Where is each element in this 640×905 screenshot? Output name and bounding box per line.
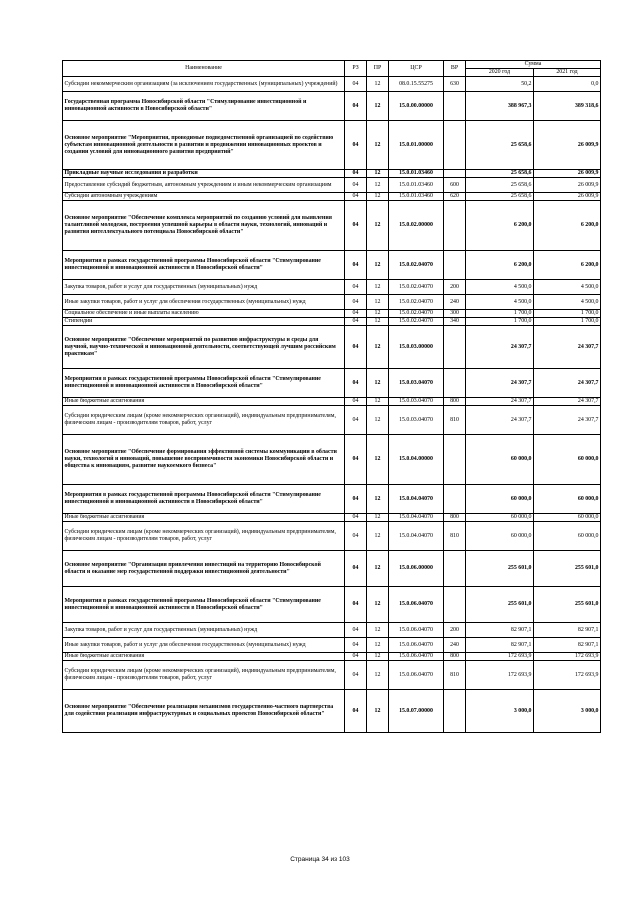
cell-csr: 15.0.06.04070 xyxy=(389,587,444,623)
cell-csr: 15.0.02.04070 xyxy=(389,251,444,280)
cell-rz: 04 xyxy=(345,398,367,406)
budget-table xyxy=(62,60,601,733)
cell-2020: 255 601,0 xyxy=(466,551,534,587)
cell-pr: 12 xyxy=(367,326,389,369)
table-row xyxy=(63,178,601,193)
cell-csr: 15.0.01.03460 xyxy=(389,193,444,201)
cell-name: Субсидии юридическим лицам (кроме некоммерческих организаций), индивидуальным предпринимателям, физическим лицам - производителям товаров, работ, услуг xyxy=(63,522,345,551)
cell-2021: 0,0 xyxy=(534,77,601,92)
cell-2021: 82 907,1 xyxy=(534,638,601,653)
cell-2021: 172 693,9 xyxy=(534,661,601,690)
cell-rz: 04 xyxy=(345,485,367,514)
cell-pr: 12 xyxy=(367,295,389,310)
cell-pr: 12 xyxy=(367,406,389,435)
table-row xyxy=(63,310,601,318)
cell-name: Мероприятия в рамках государственной программы Новосибирской области "Стимулирование инвестиционной и инновационной активности в Новосибирской области" xyxy=(63,485,345,514)
cell-name: Мероприятия в рамках государственной программы Новосибирской области "Стимулирование инвестиционной и инновационной активности в Новосибирской области" xyxy=(63,587,345,623)
cell-csr: 15.0.03.00000 xyxy=(389,326,444,369)
cell-rz: 04 xyxy=(345,178,367,193)
col-header-sum: Сумма xyxy=(466,61,601,69)
cell-name: Основное мероприятие "Обеспечение формирования эффективной системы коммуникации в области науки, технологий и инноваций, повышение восприимчивости экономики Новосибирской области и общества к инновациям, развитие наукоемкого бизнеса" xyxy=(63,435,345,485)
cell-pr: 12 xyxy=(367,251,389,280)
cell-name: Основное мероприятие "Мероприятия, проводимые подведомственной организацией по содействию субъектам инновационной деятельности в развитии и продвижении инновационных проектов и создании условий для инновационного развития предприятий" xyxy=(63,121,345,170)
table-row xyxy=(63,514,601,522)
cell-name: Основное мероприятие "Обеспечение комплекса мероприятий по созданию условий для выявления талантливой молодежи, построения успешной карьеры в области науки, технологий, инноваций и развития интеллектуального потенциала Новосибирской области" xyxy=(63,201,345,251)
cell-pr: 12 xyxy=(367,522,389,551)
cell-vr xyxy=(444,435,466,485)
cell-pr: 12 xyxy=(367,690,389,733)
cell-2020: 1 700,0 xyxy=(466,318,534,326)
cell-rz: 04 xyxy=(345,310,367,318)
cell-2021: 4 500,0 xyxy=(534,280,601,295)
cell-2020: 24 307,7 xyxy=(466,326,534,369)
cell-rz: 04 xyxy=(345,92,367,121)
cell-pr: 12 xyxy=(367,280,389,295)
table-row xyxy=(63,551,601,587)
table-header xyxy=(63,61,601,77)
cell-2021: 1 700,0 xyxy=(534,310,601,318)
cell-pr: 12 xyxy=(367,193,389,201)
cell-vr: 200 xyxy=(444,623,466,638)
cell-2020: 24 307,7 xyxy=(466,369,534,398)
cell-csr: 15.0.02.04070 xyxy=(389,280,444,295)
cell-rz: 04 xyxy=(345,170,367,178)
cell-vr xyxy=(444,551,466,587)
cell-name: Основное мероприятие "Обеспечение мероприятий по развитию инфраструктуры и среды для научной, научно-технической и инновационной деятельности, соответствующей лучшим российским практикам" xyxy=(63,326,345,369)
cell-rz: 04 xyxy=(345,121,367,170)
table-row xyxy=(63,690,601,733)
cell-rz: 04 xyxy=(345,653,367,661)
cell-2021: 60 000,0 xyxy=(534,485,601,514)
cell-vr xyxy=(444,690,466,733)
cell-2021: 26 009,9 xyxy=(534,193,601,201)
cell-vr: 800 xyxy=(444,653,466,661)
cell-csr: 15.0.03.04070 xyxy=(389,398,444,406)
cell-rz: 04 xyxy=(345,280,367,295)
cell-name: Субсидии юридическим лицам (кроме некоммерческих организаций), индивидуальным предпринимателям, физическим лицам - производителям товаров, работ, услуг xyxy=(63,406,345,435)
cell-vr: 300 xyxy=(444,310,466,318)
cell-2020: 24 307,7 xyxy=(466,398,534,406)
cell-2021: 82 907,1 xyxy=(534,623,601,638)
cell-2021: 26 009,9 xyxy=(534,170,601,178)
col-header-csr: ЦСР xyxy=(389,61,444,77)
cell-2021: 389 318,6 xyxy=(534,92,601,121)
cell-vr xyxy=(444,92,466,121)
cell-csr: 15.0.03.04070 xyxy=(389,369,444,398)
cell-2020: 1 700,0 xyxy=(466,310,534,318)
cell-csr: 15.0.01.00000 xyxy=(389,121,444,170)
cell-2020: 82 907,1 xyxy=(466,623,534,638)
cell-csr: 15.0.02.00000 xyxy=(389,201,444,251)
table-row xyxy=(63,369,601,398)
cell-vr: 810 xyxy=(444,661,466,690)
table-row xyxy=(63,435,601,485)
cell-vr: 600 xyxy=(444,178,466,193)
cell-csr: 08.0.15.55275 xyxy=(389,77,444,92)
cell-csr: 15.0.02.04070 xyxy=(389,310,444,318)
table-row xyxy=(63,653,601,661)
cell-vr xyxy=(444,201,466,251)
cell-2021: 4 500,0 xyxy=(534,295,601,310)
cell-2020: 388 967,3 xyxy=(466,92,534,121)
cell-2020: 82 907,1 xyxy=(466,638,534,653)
col-header-2020: 2020 год xyxy=(466,69,534,77)
cell-vr: 340 xyxy=(444,318,466,326)
cell-csr: 15.0.06.04070 xyxy=(389,623,444,638)
cell-rz: 04 xyxy=(345,435,367,485)
cell-pr: 12 xyxy=(367,121,389,170)
table-row xyxy=(63,295,601,310)
cell-csr: 15.0.07.00000 xyxy=(389,690,444,733)
cell-name: Иные закупки товаров, работ и услуг для обеспечения государственных (муниципальных) нужд xyxy=(63,295,345,310)
cell-pr: 12 xyxy=(367,398,389,406)
cell-name: Иные бюджетные ассигнования xyxy=(63,398,345,406)
table-row xyxy=(63,201,601,251)
cell-csr: 15.0.04.04070 xyxy=(389,485,444,514)
table-row xyxy=(63,398,601,406)
table-row xyxy=(63,485,601,514)
cell-pr: 12 xyxy=(367,77,389,92)
cell-2021: 24 307,7 xyxy=(534,326,601,369)
cell-pr: 12 xyxy=(367,587,389,623)
cell-vr: 200 xyxy=(444,280,466,295)
cell-2020: 60 000,0 xyxy=(466,522,534,551)
cell-rz: 04 xyxy=(345,193,367,201)
cell-pr: 12 xyxy=(367,92,389,121)
cell-pr: 12 xyxy=(367,435,389,485)
table-row xyxy=(63,170,601,178)
cell-2020: 25 658,6 xyxy=(466,178,534,193)
cell-vr: 810 xyxy=(444,522,466,551)
cell-name: Субсидии автономным учреждениям xyxy=(63,193,345,201)
table-row xyxy=(63,661,601,690)
cell-pr: 12 xyxy=(367,485,389,514)
cell-csr: 15.0.04.00000 xyxy=(389,435,444,485)
cell-2020: 25 658,6 xyxy=(466,170,534,178)
cell-rz: 04 xyxy=(345,587,367,623)
cell-pr: 12 xyxy=(367,514,389,522)
table-row xyxy=(63,638,601,653)
cell-pr: 12 xyxy=(367,653,389,661)
cell-csr: 15.0.06.04070 xyxy=(389,653,444,661)
cell-name: Прикладные научные исследования и разработки xyxy=(63,170,345,178)
cell-2021: 3 000,0 xyxy=(534,690,601,733)
table-row xyxy=(63,318,601,326)
cell-2021: 24 307,7 xyxy=(534,398,601,406)
cell-rz: 04 xyxy=(345,326,367,369)
cell-vr xyxy=(444,485,466,514)
cell-vr xyxy=(444,587,466,623)
cell-rz: 04 xyxy=(345,369,367,398)
cell-rz: 04 xyxy=(345,623,367,638)
table-row xyxy=(63,121,601,170)
cell-rz: 04 xyxy=(345,295,367,310)
cell-2020: 4 500,0 xyxy=(466,295,534,310)
cell-vr xyxy=(444,251,466,280)
cell-2020: 60 000,0 xyxy=(466,514,534,522)
cell-rz: 04 xyxy=(345,551,367,587)
cell-name: Основное мероприятие "Обеспечение реализации механизмов государственно-частного партнерства для содействия реализации инфраструктурных и социальных проектов Новосибирской области" xyxy=(63,690,345,733)
cell-name: Основное мероприятие "Организация привлечения инвестиций на территорию Новосибирской области и оказание мер государственной поддержки инвестиционной деятельности" xyxy=(63,551,345,587)
cell-csr: 15.0.01.03460 xyxy=(389,170,444,178)
cell-name: Государственная программа Новосибирской области "Стимулирование инвестиционной и инновационной активности в Новосибирской области" xyxy=(63,92,345,121)
cell-csr: 15.0.06.04070 xyxy=(389,638,444,653)
cell-2020: 6 200,0 xyxy=(466,251,534,280)
cell-2020: 24 307,7 xyxy=(466,406,534,435)
cell-2021: 60 000,0 xyxy=(534,514,601,522)
cell-2021: 24 307,7 xyxy=(534,406,601,435)
cell-pr: 12 xyxy=(367,369,389,398)
cell-name: Стипендии xyxy=(63,318,345,326)
cell-2020: 50,2 xyxy=(466,77,534,92)
cell-rz: 04 xyxy=(345,522,367,551)
col-header-vr: ВР xyxy=(444,61,466,77)
cell-vr xyxy=(444,369,466,398)
cell-name: Мероприятия в рамках государственной программы Новосибирской области "Стимулирование инвестиционной и инновационной активности в Новосибирской области" xyxy=(63,369,345,398)
cell-vr xyxy=(444,121,466,170)
cell-pr: 12 xyxy=(367,318,389,326)
cell-vr xyxy=(444,170,466,178)
cell-rz: 04 xyxy=(345,638,367,653)
cell-name: Иные закупки товаров, работ и услуг для обеспечения государственных (муниципальных) нужд xyxy=(63,638,345,653)
col-header-2021: 2021 год xyxy=(534,69,601,77)
cell-vr: 240 xyxy=(444,295,466,310)
cell-2020: 60 000,0 xyxy=(466,435,534,485)
cell-2020: 25 658,6 xyxy=(466,193,534,201)
cell-name: Мероприятия в рамках государственной программы Новосибирской области "Стимулирование инвестиционной и инновационной активности в Новосибирской области" xyxy=(63,251,345,280)
col-header-name: Наименование xyxy=(63,61,345,77)
cell-vr: 800 xyxy=(444,514,466,522)
table-row xyxy=(63,587,601,623)
cell-csr: 15.0.03.04070 xyxy=(389,406,444,435)
cell-rz: 04 xyxy=(345,201,367,251)
cell-rz: 04 xyxy=(345,690,367,733)
cell-2020: 255 601,0 xyxy=(466,587,534,623)
cell-rz: 04 xyxy=(345,318,367,326)
cell-2021: 6 200,0 xyxy=(534,251,601,280)
cell-name: Закупка товаров, работ и услуг для государственных (муниципальных) нужд xyxy=(63,623,345,638)
cell-pr: 12 xyxy=(367,623,389,638)
table-row xyxy=(63,77,601,92)
cell-vr: 810 xyxy=(444,406,466,435)
cell-vr: 800 xyxy=(444,398,466,406)
cell-2020: 172 693,9 xyxy=(466,653,534,661)
table-row xyxy=(63,406,601,435)
cell-2021: 24 307,7 xyxy=(534,369,601,398)
cell-csr: 15.0.02.04070 xyxy=(389,318,444,326)
cell-rz: 04 xyxy=(345,661,367,690)
table-row xyxy=(63,522,601,551)
cell-vr: 620 xyxy=(444,193,466,201)
cell-2021: 172 693,9 xyxy=(534,653,601,661)
table-body xyxy=(63,77,601,733)
table-row xyxy=(63,280,601,295)
cell-name: Предоставление субсидий бюджетным, автономным учреждениям и иным некоммерческим организациям xyxy=(63,178,345,193)
cell-2021: 26 009,9 xyxy=(534,178,601,193)
cell-csr: 15.0.06.04070 xyxy=(389,661,444,690)
cell-2021: 60 000,0 xyxy=(534,522,601,551)
cell-2020: 25 658,6 xyxy=(466,121,534,170)
table-row xyxy=(63,326,601,369)
cell-2021: 255 601,0 xyxy=(534,587,601,623)
table-row xyxy=(63,193,601,201)
cell-name: Иные бюджетные ассигнования xyxy=(63,653,345,661)
table-row xyxy=(63,623,601,638)
cell-2021: 6 200,0 xyxy=(534,201,601,251)
cell-csr: 15.0.00.00000 xyxy=(389,92,444,121)
table-row xyxy=(63,92,601,121)
cell-csr: 15.0.06.00000 xyxy=(389,551,444,587)
cell-2020: 172 693,9 xyxy=(466,661,534,690)
cell-rz: 04 xyxy=(345,406,367,435)
cell-pr: 12 xyxy=(367,201,389,251)
cell-2021: 26 009,9 xyxy=(534,121,601,170)
cell-csr: 15.0.01.03460 xyxy=(389,178,444,193)
cell-vr xyxy=(444,326,466,369)
cell-pr: 12 xyxy=(367,661,389,690)
cell-rz: 04 xyxy=(345,514,367,522)
cell-2021: 255 601,0 xyxy=(534,551,601,587)
cell-name: Иные бюджетные ассигнования xyxy=(63,514,345,522)
cell-csr: 15.0.04.04070 xyxy=(389,514,444,522)
cell-pr: 12 xyxy=(367,178,389,193)
table-row xyxy=(63,251,601,280)
cell-csr: 15.0.04.04070 xyxy=(389,522,444,551)
cell-vr: 240 xyxy=(444,638,466,653)
cell-pr: 12 xyxy=(367,638,389,653)
page-number: Страница 34 из 103 xyxy=(290,856,350,863)
cell-2021: 1 700,0 xyxy=(534,318,601,326)
cell-vr: 630 xyxy=(444,77,466,92)
cell-name: Субсидии некоммерческим организациям (за исключением государственных (муниципальных) учреждений) xyxy=(63,77,345,92)
cell-rz: 04 xyxy=(345,251,367,280)
cell-2020: 60 000,0 xyxy=(466,485,534,514)
cell-2020: 4 500,0 xyxy=(466,280,534,295)
cell-2020: 6 200,0 xyxy=(466,201,534,251)
col-header-rz: РЗ xyxy=(345,61,367,77)
cell-pr: 12 xyxy=(367,551,389,587)
cell-pr: 12 xyxy=(367,310,389,318)
cell-pr: 12 xyxy=(367,170,389,178)
cell-2020: 3 000,0 xyxy=(466,690,534,733)
cell-name: Субсидии юридическим лицам (кроме некоммерческих организаций), индивидуальным предпринимателям, физическим лицам - производителям товаров, работ, услуг xyxy=(63,661,345,690)
cell-name: Социальное обеспечение и иные выплаты населению xyxy=(63,310,345,318)
cell-2021: 60 000,0 xyxy=(534,435,601,485)
cell-csr: 15.0.02.04070 xyxy=(389,295,444,310)
col-header-pr: ПР xyxy=(367,61,389,77)
cell-rz: 04 xyxy=(345,77,367,92)
cell-name: Закупка товаров, работ и услуг для государственных (муниципальных) нужд xyxy=(63,280,345,295)
